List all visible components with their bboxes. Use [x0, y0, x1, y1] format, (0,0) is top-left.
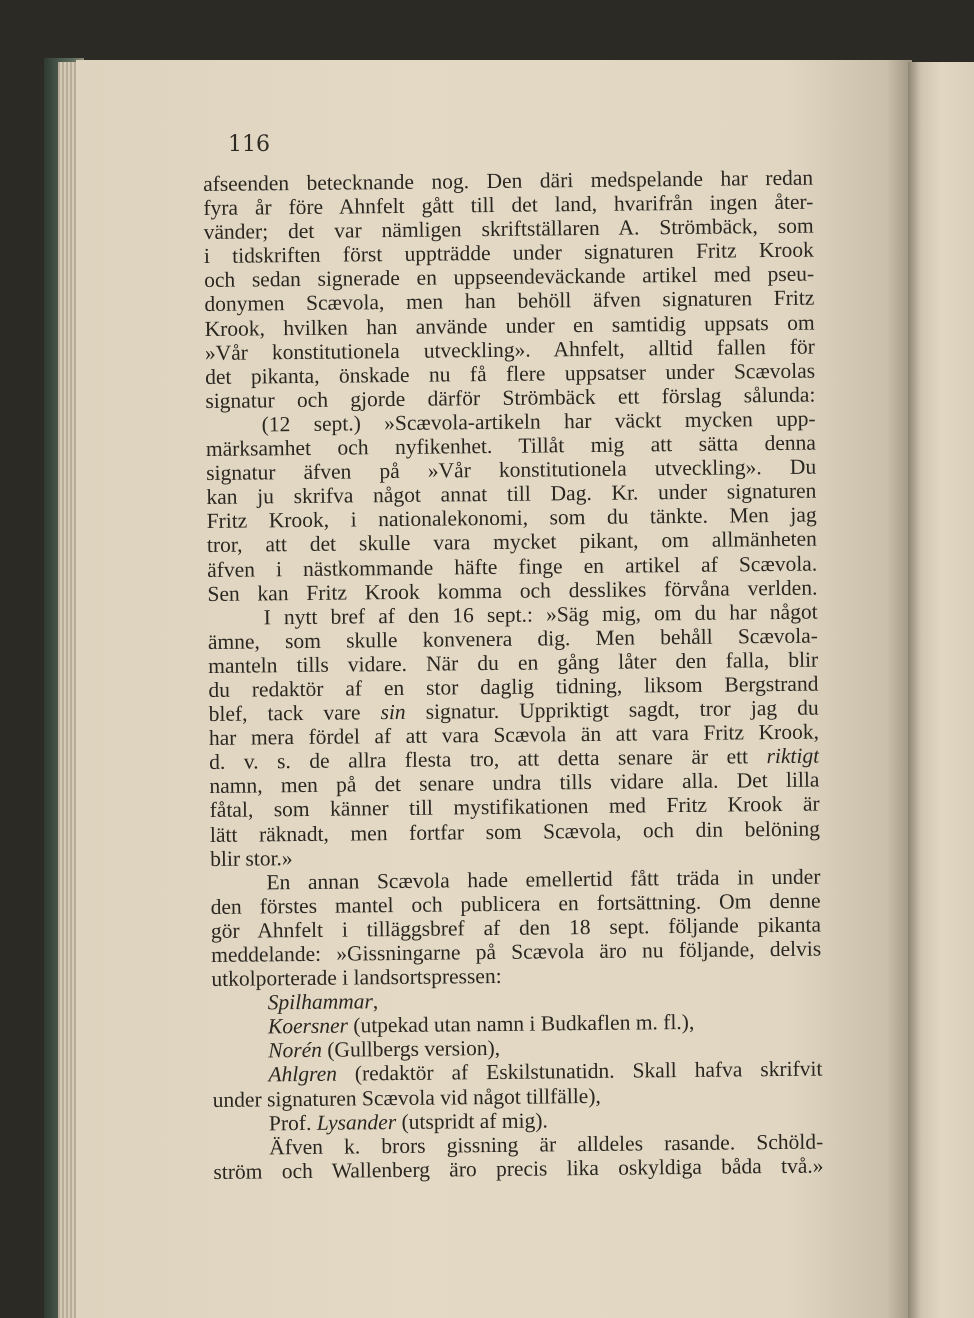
text-segment: (utspridt af mig). — [396, 1108, 548, 1134]
text-segment: Fritz Krook, i nationalekonomi, som du tänkte. Men jag — [206, 502, 817, 534]
text-segment: I nytt bref af den 16 sept.: »Säg mig, om du har något — [263, 599, 818, 630]
text-segment: »Vår konstitutionela utveckling». Ahnfelt, alltid fallen för — [204, 334, 815, 365]
text-segment: Äfven k. brors gissning är alldeles rasande. Schöld- — [269, 1129, 824, 1160]
text-segment: namn, men på det senare undra tills vidare alla. Det lilla — [209, 767, 820, 799]
text-segment: äfven i nästkommande häfte finge en artikel af Scævola. — [207, 551, 818, 582]
text-segment: ström och Wallenberg äro precis lika oskyldiga båda två.» — [213, 1153, 824, 1184]
text-segment: i tidskriften först uppträdde under signaturen Fritz Krook — [203, 237, 814, 269]
text-segment: tror, att det skulle vara mycket pikant, om allmänheten — [206, 526, 818, 558]
italic-text: Norén — [268, 1038, 323, 1063]
italic-text: Ahlgren — [268, 1062, 338, 1087]
text-segment: meddelande: »Gissningarne på Scævola äro nu följande, delvis — [211, 936, 822, 967]
text-segment: (utpekad utan namn i Budkaflen m. fl.), — [347, 1010, 695, 1038]
text-segment: donymen Scævola, men han behöll äfven signaturen Fritz — [204, 286, 815, 317]
text-segment: under signaturen Scævola vid något tillfälle), — [212, 1083, 601, 1112]
text-segment: vänder; det var nämligen skriftställaren A. Strömbäck, som — [203, 213, 814, 245]
text-segment: fyra år före Ahnfelt gått till det land, hvarifrån ingen åter- — [203, 189, 814, 221]
text-segment: det pikanta, önskade nu få flere uppsatser under Scævolas — [205, 358, 816, 389]
text-segment: Sen kan Fritz Krook komma och desslikes förvåna verlden. — [207, 575, 818, 606]
text-segment: afseenden betecknande nog. Den däri medspelande har redan — [203, 165, 814, 196]
text-segment: signatur. Uppriktigt sagdt, tror jag du — [405, 695, 819, 724]
italic-text: riktigt — [766, 743, 820, 769]
text-segment: manteln tills vidare. När du en gång låter den falla, blir — [208, 647, 819, 678]
page-number: 116 — [228, 132, 270, 157]
text-segment: (12 sept.) »Scævola-artikeln har väckt mycken upp- — [261, 406, 816, 437]
text-segment: märksamhet och nyfikenhet. Tillåt mig att sätta denna — [205, 430, 816, 462]
text-segment: utkolporterade i landsortspressen: — [211, 964, 502, 992]
text-segment: , — [372, 989, 379, 1014]
text-segment: d. v. s. de allra flesta tro, att detta senare är ett — [209, 744, 767, 775]
facing-page-edge — [908, 62, 974, 1318]
text-segment: fåtal, som känner till mystifikationen med Fritz Krook är — [209, 792, 820, 823]
text-segment: signatur äfven på »Vår konstitutionela utveckling». Du — [206, 454, 817, 486]
italic-text: Spilhammar — [267, 989, 373, 1015]
text-segment: gör Ahnfelt i tilläggsbref af den 18 sept. följande pikanta — [210, 912, 822, 943]
text-segment: Prof. — [268, 1110, 317, 1136]
italic-text: Koersner — [267, 1013, 349, 1039]
text-segment: Krook, hvilken han använde under en samtidig uppsats om — [204, 310, 815, 341]
text-segment: (Gullbergs version), — [321, 1036, 501, 1063]
body-text — [203, 166, 824, 1184]
text-segment: lätt räknadt, men fortfar som Scævola, och din belöning — [209, 816, 821, 847]
text-segment: ämne, som skulle konvenera dig. Men behåll Scævola- — [207, 623, 819, 654]
text-segment: och sedan signerade en uppseendeväckande artikel med pseu- — [204, 261, 815, 293]
text-segment: kan ju skrifva något annat till Dag. Kr. under signaturen — [206, 478, 817, 510]
text-segment: (redaktör af Eskilstunatidn. Skall hafva skrifvit — [336, 1057, 823, 1087]
text-segment: signatur och gjorde därför Strömbäck ett förslag sålunda: — [205, 382, 816, 413]
text-segment: blir stor.» — [210, 845, 293, 871]
text-segment: En annan Scævola hade emellertid fått träda in under — [266, 864, 821, 895]
italic-text: sin — [380, 699, 406, 725]
text-segment: blef, tack vare — [208, 700, 381, 727]
italic-text: Lysander — [316, 1109, 397, 1135]
text-segment: den förstes mantel och publicera en fortsättning. Om denne — [210, 888, 821, 919]
text-segment: har mera fördel af att vara Scævola än att vara Fritz Krook, — [208, 719, 820, 751]
text-segment: du redaktör af en stor daglig tidning, liksom Bergstrand — [208, 671, 819, 702]
